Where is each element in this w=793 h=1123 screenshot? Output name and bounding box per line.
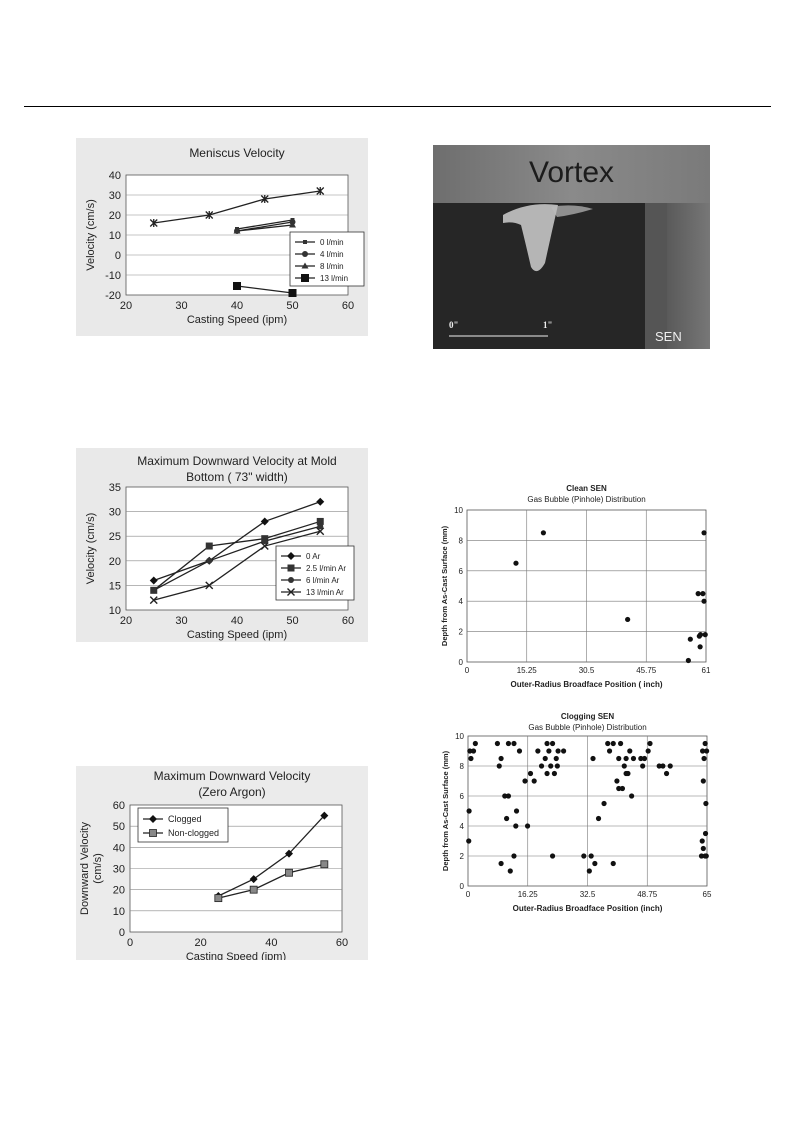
y-tick-label: 2: [458, 627, 463, 637]
scatter-point: [497, 763, 502, 768]
x-tick-label: 60: [335, 937, 349, 949]
y-axis-label: Velocity (cm/s): [85, 199, 97, 271]
legend-label: 6 l/min Ar: [306, 576, 340, 585]
x-tick-label: 20: [119, 300, 133, 312]
y-axis-label: (cm/s): [92, 853, 104, 884]
y-axis-label: Downward Velocity: [79, 822, 91, 915]
scatter-point: [592, 861, 597, 866]
scatter-point: [555, 748, 560, 753]
photo-sen-region: [667, 203, 710, 349]
scatter-point: [528, 771, 533, 776]
scatter-point: [548, 763, 553, 768]
y-tick-label: 60: [112, 800, 125, 812]
y-tick-label: 4: [458, 597, 463, 607]
data-point: [289, 289, 297, 297]
vortex-photo-image: [433, 145, 710, 349]
x-tick-label: 0: [464, 666, 470, 675]
scatter-point: [544, 771, 549, 776]
chart-title: Bottom ( 73" width): [186, 470, 288, 484]
scatter-point: [541, 530, 546, 535]
y-tick-label: 30: [108, 506, 121, 519]
scatter-point: [466, 838, 471, 843]
chart-title: Meniscus Velocity: [189, 146, 285, 160]
scatter-point: [631, 756, 636, 761]
x-axis-label: Outer-Radius Broadface Position (inch): [512, 904, 663, 913]
scatter-point: [513, 561, 518, 566]
scatter-point: [625, 617, 630, 622]
y-tick-label: -20: [105, 290, 121, 302]
scatter-point: [642, 756, 647, 761]
legend-label: Clogged: [168, 814, 202, 824]
x-tick-label: 40: [265, 937, 278, 949]
scatter-point: [468, 756, 473, 761]
y-tick-label: 15: [108, 580, 121, 593]
y-tick-label: 4: [459, 822, 464, 831]
scatter-point: [629, 793, 634, 798]
scatter-point: [664, 771, 669, 776]
meniscus-velocity-plot: [76, 138, 368, 336]
scatter-point: [700, 838, 705, 843]
x-tick-label: 65: [702, 890, 712, 899]
y-tick-label: 10: [108, 605, 121, 617]
scatter-point: [555, 763, 560, 768]
scatter-point: [506, 741, 511, 746]
x-tick-label: 50: [286, 615, 299, 627]
y-tick-label: 25: [108, 531, 121, 544]
scatter-point: [543, 756, 548, 761]
scatter-point: [668, 763, 673, 768]
x-axis-label: Casting Speed (ipm): [186, 629, 288, 641]
x-axis-label: Casting Speed (ipm): [186, 314, 288, 326]
x-tick-label: 45.75: [636, 666, 657, 675]
y-tick-label: 2: [459, 852, 464, 861]
x-tick-label: 0: [465, 890, 471, 899]
scatter-point: [601, 801, 606, 806]
scatter-point: [703, 632, 708, 637]
scatter-point: [701, 756, 706, 761]
scatter-point: [511, 741, 516, 746]
scatter-point: [646, 748, 651, 753]
scatter-point: [640, 763, 645, 768]
legend-label: 0 Ar: [306, 552, 321, 561]
legend-marker: [150, 830, 157, 837]
data-point: [215, 895, 222, 902]
legend-marker: [288, 565, 295, 572]
legend-marker: [301, 274, 309, 282]
scatter-point: [698, 644, 703, 649]
scatter-point: [625, 771, 630, 776]
scatter-point: [660, 763, 665, 768]
scatter-point: [703, 741, 708, 746]
legend-marker: [288, 577, 294, 583]
y-axis-label: Depth from As-Cast Surface (mm): [440, 525, 449, 647]
y-axis-label: Depth from As-Cast Surface (mm): [441, 750, 450, 872]
scatter-point: [616, 756, 621, 761]
chart-subtitle: Gas Bubble (Pinhole) Distribution: [527, 495, 646, 504]
scatter-point: [704, 748, 709, 753]
x-tick-label: 32.5: [579, 890, 596, 899]
y-tick-label: 20: [112, 884, 125, 897]
scatter-point: [473, 741, 478, 746]
data-point: [151, 587, 157, 593]
legend-label: 4 l/min: [320, 250, 344, 259]
scatter-point: [581, 853, 586, 858]
y-tick-label: 10: [108, 230, 121, 242]
photo-title: Vortex: [529, 156, 615, 189]
scatter-point: [614, 778, 619, 783]
max-downward-velocity-plot: [76, 448, 368, 642]
scale-end-label: 1": [543, 320, 553, 330]
scatter-point: [561, 748, 566, 753]
x-tick-label: 30.5: [578, 666, 595, 675]
scatter-point: [544, 741, 549, 746]
scatter-point: [550, 853, 555, 858]
x-axis-label: Outer-Radius Broadface Position ( inch): [510, 680, 663, 689]
scatter-point: [511, 853, 516, 858]
scatter-point: [471, 748, 476, 753]
legend-label: 13 l/min Ar: [306, 588, 344, 597]
clogging-sen-plot: [430, 708, 720, 926]
chart-title: Maximum Downward Velocity: [153, 769, 311, 783]
x-tick-label: 40: [230, 300, 244, 312]
scatter-point: [514, 808, 519, 813]
data-point: [233, 282, 241, 290]
y-tick-label: 40: [112, 842, 125, 855]
scatter-point: [627, 748, 632, 753]
y-tick-label: 6: [459, 792, 464, 801]
y-tick-label: 30: [112, 863, 125, 876]
scatter-point: [611, 861, 616, 866]
scatter-point: [611, 741, 616, 746]
data-point: [206, 558, 212, 564]
legend-label: Non-clogged: [168, 828, 220, 838]
data-point: [286, 869, 293, 876]
scatter-point: [704, 853, 709, 858]
x-tick-label: 30: [175, 300, 188, 312]
legend-marker: [302, 251, 308, 257]
chart-title: Maximum Downward Velocity at Mold: [137, 454, 337, 468]
scatter-point: [554, 756, 559, 761]
scatter-point: [624, 756, 629, 761]
scale-start-label: 0": [449, 320, 459, 330]
clean-sen-chart: [430, 480, 720, 698]
x-tick-label: 60: [341, 300, 355, 312]
scatter-point: [498, 756, 503, 761]
scatter-point: [622, 763, 627, 768]
chart-title: Clean SEN: [566, 484, 607, 493]
scatter-point: [539, 763, 544, 768]
scatter-point: [552, 771, 557, 776]
scatter-point: [698, 632, 703, 637]
scatter-point: [508, 868, 513, 873]
scatter-point: [596, 816, 601, 821]
y-tick-label: 0: [114, 250, 121, 262]
y-tick-label: 20: [108, 210, 121, 222]
x-tick-label: 30: [175, 615, 188, 627]
scatter-point: [701, 599, 706, 604]
header-rule: [24, 106, 771, 107]
y-tick-label: 8: [459, 762, 464, 771]
scatter-point: [467, 808, 472, 813]
scatter-point: [618, 741, 623, 746]
y-tick-label: 30: [108, 190, 121, 202]
scatter-point: [587, 868, 592, 873]
clogging-sen-chart: [430, 708, 720, 926]
y-tick-label: 8: [458, 536, 463, 546]
y-tick-label: 20: [108, 555, 121, 568]
scatter-point: [550, 741, 555, 746]
max-downward-velocity-chart: [76, 448, 368, 642]
meniscus-velocity-chart: [76, 138, 368, 336]
scatter-point: [703, 801, 708, 806]
scatter-point: [701, 530, 706, 535]
scatter-point: [607, 748, 612, 753]
legend-label: 8 l/min: [320, 262, 344, 271]
scatter-point: [688, 637, 693, 642]
scatter-point: [513, 823, 518, 828]
y-tick-label: 6: [458, 566, 463, 576]
scatter-point: [605, 741, 610, 746]
scatter-point: [506, 793, 511, 798]
data-point: [321, 861, 328, 868]
scatter-point: [525, 823, 530, 828]
y-tick-label: -10: [105, 270, 121, 282]
scatter-point: [647, 741, 652, 746]
scatter-point: [522, 778, 527, 783]
scatter-point: [686, 658, 691, 663]
y-tick-label: 35: [108, 482, 121, 494]
chart-title: (Zero Argon): [198, 785, 266, 799]
legend-marker: [303, 240, 307, 244]
y-tick-label: 50: [112, 821, 125, 834]
scatter-point: [535, 748, 540, 753]
x-tick-label: 40: [230, 615, 244, 627]
clean-sen-plot: [430, 480, 720, 698]
scatter-point: [532, 778, 537, 783]
photo-wall: [645, 203, 667, 349]
y-axis-label: Velocity (cm/s): [85, 512, 97, 585]
scatter-point: [620, 786, 625, 791]
scatter-point: [546, 748, 551, 753]
y-tick-label: 0: [458, 658, 463, 667]
x-tick-label: 60: [341, 615, 355, 627]
scatter-point: [701, 778, 706, 783]
zero-argon-plot: [76, 766, 368, 960]
y-tick-label: 10: [112, 905, 125, 918]
legend-label: 0 l/min: [320, 238, 344, 247]
chart-subtitle: Gas Bubble (Pinhole) Distribution: [528, 723, 647, 732]
x-axis-label: Casting Speed (ipm): [185, 951, 287, 960]
x-tick-label: 48.75: [637, 890, 658, 899]
legend-label: 2.5 l/min Ar: [306, 564, 347, 573]
chart-title: Clogging SEN: [560, 712, 615, 721]
x-tick-label: 20: [194, 937, 207, 949]
vortex-photo: [433, 145, 710, 349]
y-tick-label: 10: [454, 506, 463, 515]
x-tick-label: 50: [286, 300, 299, 312]
scatter-point: [701, 846, 706, 851]
scatter-point: [703, 831, 708, 836]
y-tick-label: 0: [118, 927, 125, 939]
scatter-point: [504, 816, 509, 821]
scatter-point: [498, 861, 503, 866]
scatter-point: [589, 853, 594, 858]
y-tick-label: 10: [455, 732, 464, 741]
data-point: [250, 886, 257, 893]
data-point: [206, 543, 213, 550]
photo-corner-label: SEN: [655, 329, 682, 344]
x-tick-label: 61: [701, 666, 711, 675]
legend-label: 13 l/min: [320, 274, 349, 283]
x-tick-label: 15.25: [516, 666, 537, 675]
scatter-point: [700, 591, 705, 596]
y-tick-label: 0: [459, 882, 464, 891]
scatter-point: [590, 756, 595, 761]
scatter-point: [517, 748, 522, 753]
y-tick-label: 40: [108, 170, 121, 182]
zero-argon-chart: [76, 766, 368, 960]
x-tick-label: 0: [126, 937, 134, 949]
scatter-point: [495, 741, 500, 746]
scatter-point: [696, 591, 701, 596]
x-tick-label: 20: [119, 615, 133, 627]
x-tick-label: 16.25: [517, 890, 538, 899]
